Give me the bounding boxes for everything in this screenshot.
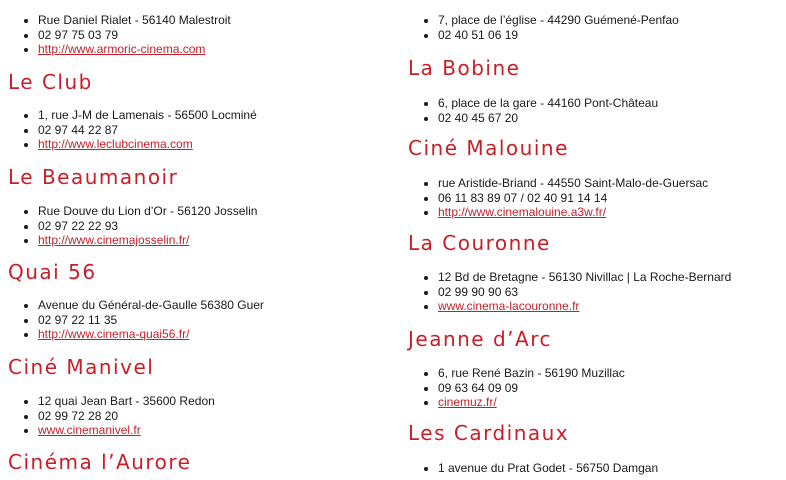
phone-line: • 06 11 83 89 07 / 02 40 91 14 14 — [438, 191, 786, 206]
address-line: • 7, place de l’église - 44290 Guémené-Penfao — [438, 13, 786, 28]
phone-line: • 02 40 51 06 19 — [438, 28, 786, 43]
address-line: • 12 quai Jean Bart - 35600 Redon — [38, 394, 388, 409]
cinema-section-la-bobine — [408, 56, 786, 125]
phone-line: • 02 97 22 22 93 — [38, 219, 388, 234]
cinema-heading: Les Cardinaux — [408, 421, 570, 445]
cinema-section-la-couronne — [408, 231, 786, 314]
address-line: • 6, place de la gare - 44160 Pont-Château — [438, 96, 786, 111]
cinema-heading: La Bobine — [408, 56, 521, 80]
cinema-section-jeanne-d-arc — [408, 327, 786, 410]
cinema-heading: Ciné Malouine — [408, 136, 569, 160]
website-link[interactable]: http://www.armoric-cinema.com — [38, 42, 206, 56]
cinema-section-le-beaumanoir — [8, 165, 388, 248]
cinema-section-cinema-l-aurore — [8, 450, 388, 474]
website-link[interactable]: http://www.cinemajosselin.fr/ — [38, 233, 190, 247]
cinema-heading: Quai 56 — [8, 260, 97, 284]
cinema-heading: Ciné Manivel — [8, 355, 155, 379]
cinema-info-guemene — [408, 13, 786, 42]
phone-line: • 02 40 45 67 20 — [438, 111, 786, 126]
cinema-heading: La Couronne — [408, 231, 551, 255]
cinema-heading: Le Beaumanoir — [8, 165, 179, 189]
address-line: • Rue Daniel Rialet - 56140 Malestroit — [38, 13, 388, 28]
address-line: • 6, rue René Bazin - 56190 Muzillac — [438, 366, 786, 381]
website-link[interactable]: http://www.cinema-quai56.fr/ — [38, 327, 190, 341]
phone-line: • 02 97 75 03 79 — [38, 28, 388, 43]
website-link[interactable]: http://www.cinemalouine.a3w.fr/ — [438, 205, 607, 219]
cinema-section-quai-56 — [8, 260, 388, 342]
address-line: • Rue Douve du Lion d’Or - 56120 Josselin — [38, 204, 388, 219]
address-line: • 1, rue J-M de Lamenais - 56500 Locminé — [38, 108, 388, 123]
address-line: • Avenue du Général-de-Gaulle 56380 Guer — [38, 298, 388, 313]
cinema-heading: Jeanne d’Arc — [408, 327, 552, 351]
phone-line: • 02 97 44 22 87 — [38, 123, 388, 138]
website-link[interactable]: www.cinema-lacouronne.fr — [438, 299, 580, 313]
address-line: • rue Aristide-Briand - 44550 Saint-Malo-de-Guersac — [438, 176, 786, 191]
cinema-section-cine-manivel — [8, 355, 388, 438]
cinema-section-les-cardinaux — [408, 421, 786, 476]
phone-line: • 02 99 90 90 63 — [438, 285, 786, 300]
website-link[interactable]: http://www.leclubcinema.com — [38, 137, 193, 151]
cinema-heading: Cinéma l’Aurore — [8, 450, 192, 474]
address-line: • 1 avenue du Prat Godet - 56750 Damgan — [438, 461, 786, 476]
cinema-info-armoric — [8, 13, 388, 57]
cinema-section-le-club — [8, 70, 388, 152]
phone-line: • 02 97 22 11 35 — [38, 313, 388, 328]
phone-line: • 02 99 72 28 20 — [38, 409, 388, 424]
website-link[interactable]: www.cinemanivel.fr — [38, 423, 141, 437]
phone-line: • 09 63 64 09 09 — [438, 381, 786, 396]
address-line: • 12 Bd de Bretagne - 56130 Nivillac | La Roche-Bernard — [438, 270, 786, 285]
website-link[interactable]: cinemuz.fr/ — [438, 395, 497, 409]
cinema-heading: Le Club — [8, 70, 93, 94]
cinema-section-cine-malouine — [408, 136, 786, 220]
